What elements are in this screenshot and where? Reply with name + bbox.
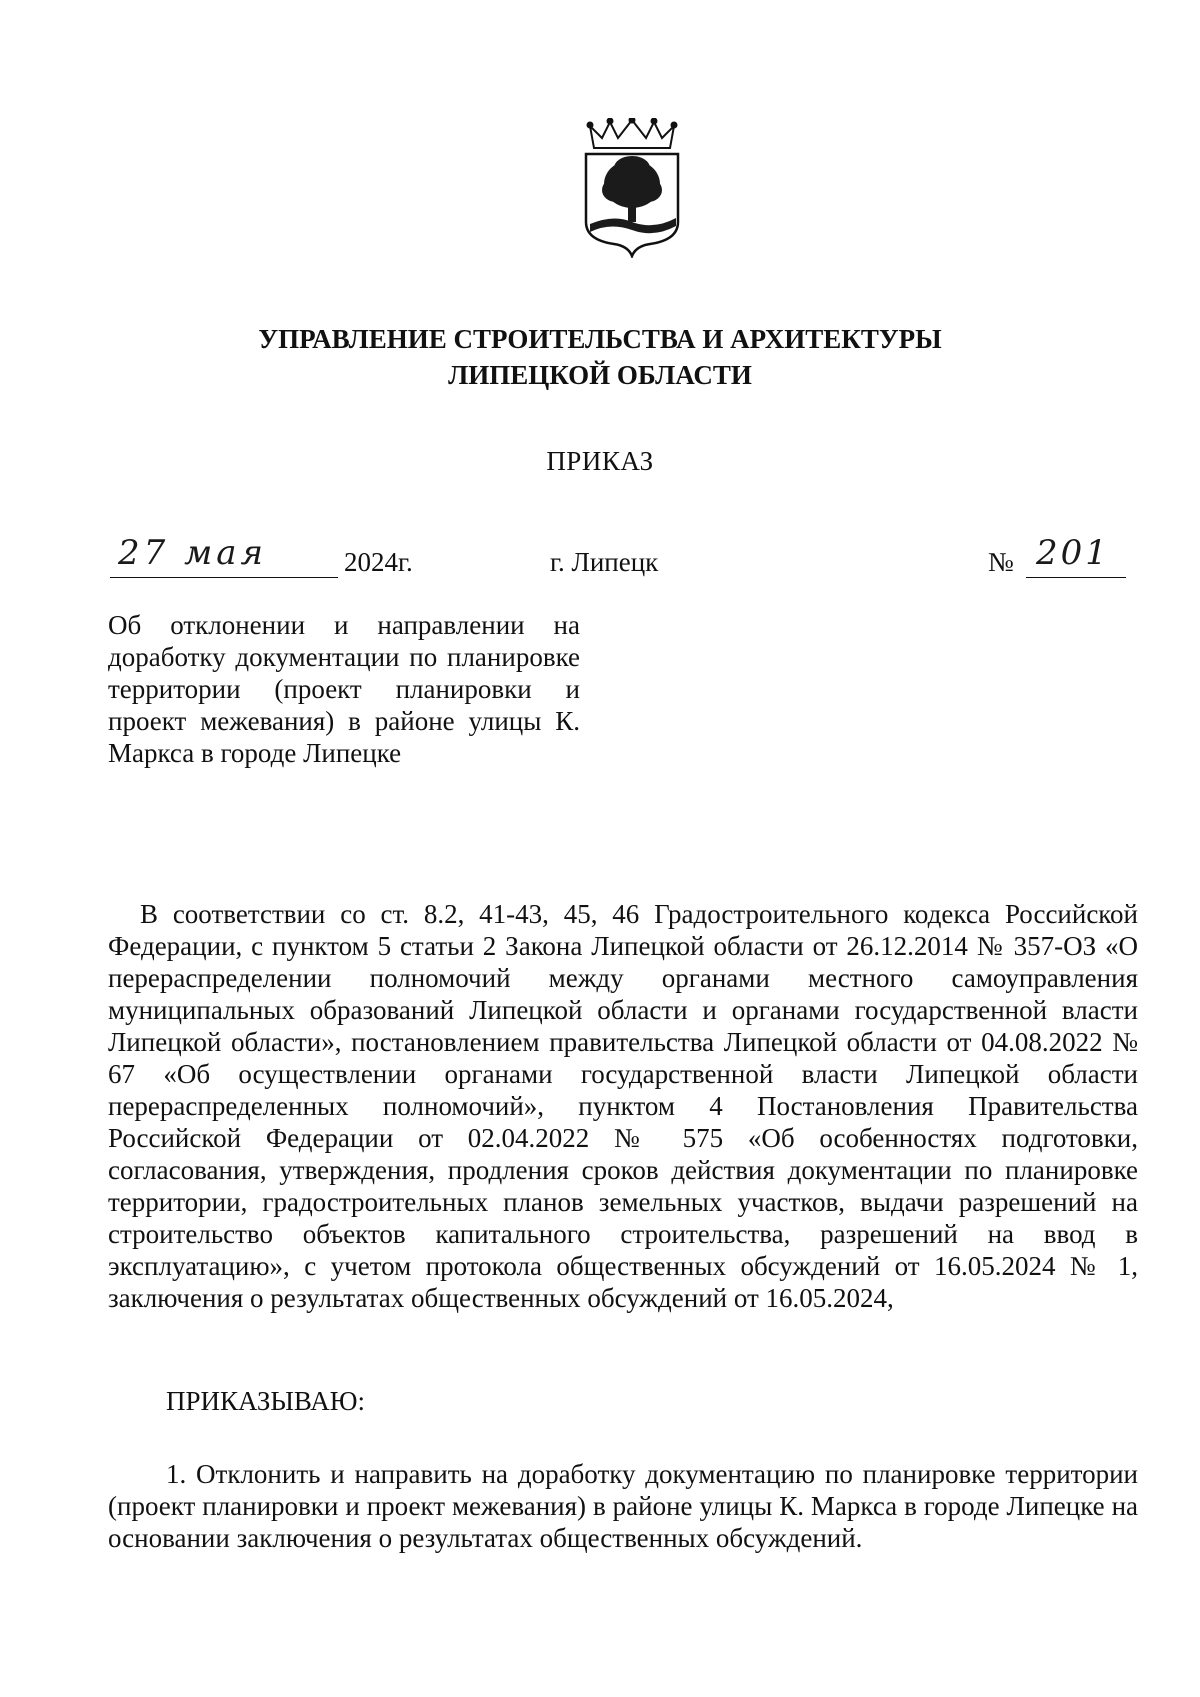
handwritten-number: 201 — [1036, 533, 1110, 573]
org-name-line2: ЛИПЕЦКОЙ ОБЛАСТИ — [448, 360, 752, 390]
preamble-paragraph: В соответствии со ст. 8.2, 41-43, 45, 46 Градостроительного кодекса Российской Федерации, с пунктом 5 статьи 2 Закона Липецкой области от 26.12.2014 № 357-ОЗ «О перераспределении полномочий между органами местного самоуправления муниципальных образований Липецкой области и органами государственной власти Липецкой области», постановлением правительства Липецкой области от 04.08.2022 № 67 «Об осуществлении органами государственной власти Липецкой области перераспределенных полномочий», пунктом 4 Постановления Правительства Российской Федерации от 02.04.2022 № 575 «Об особенностях подготовки, согласования, утверждения, продления сроков действия документации по планировке территории, градостроительных планов земельных участков, выдачи разрешений на строительство объектов капитального строительства, разрешений на ввод в эксплуатацию», с учетом протокола общественных обсуждений от 16.05.2024 № 1, заключения о результатах общественных обсуждений от 16.05.2024, — [108, 899, 1138, 1313]
org-name-line1: УПРАВЛЕНИЕ СТРОИТЕЛЬСТВА И АРХИТЕКТУРЫ — [258, 324, 942, 354]
lipetsk-coat-of-arms-icon — [580, 118, 684, 258]
year-text: 2024г. — [344, 547, 413, 577]
city-text: г. Липецк — [550, 547, 659, 577]
date-number-line — [0, 533, 1200, 585]
handwritten-date: 27 мая — [118, 533, 268, 573]
order-heading: ПРИКАЗЫВАЮ: — [166, 1386, 365, 1416]
number-label: № — [988, 547, 1014, 577]
document-subject: Об отклонении и направлении на доработку документации по планировке территории (проект планировки и проект межевания) в районе улицы К. Маркса в городе Липецке — [108, 610, 580, 768]
order-item-1: 1. Отклонить и направить на доработку документацию по планировке территории (проект планировки и проект межевания) в районе улицы К. Маркса в городе Липецке на основании заключения о результатах общественных обсуждений. — [108, 1459, 1138, 1553]
document-type: ПРИКАЗ — [546, 446, 654, 476]
